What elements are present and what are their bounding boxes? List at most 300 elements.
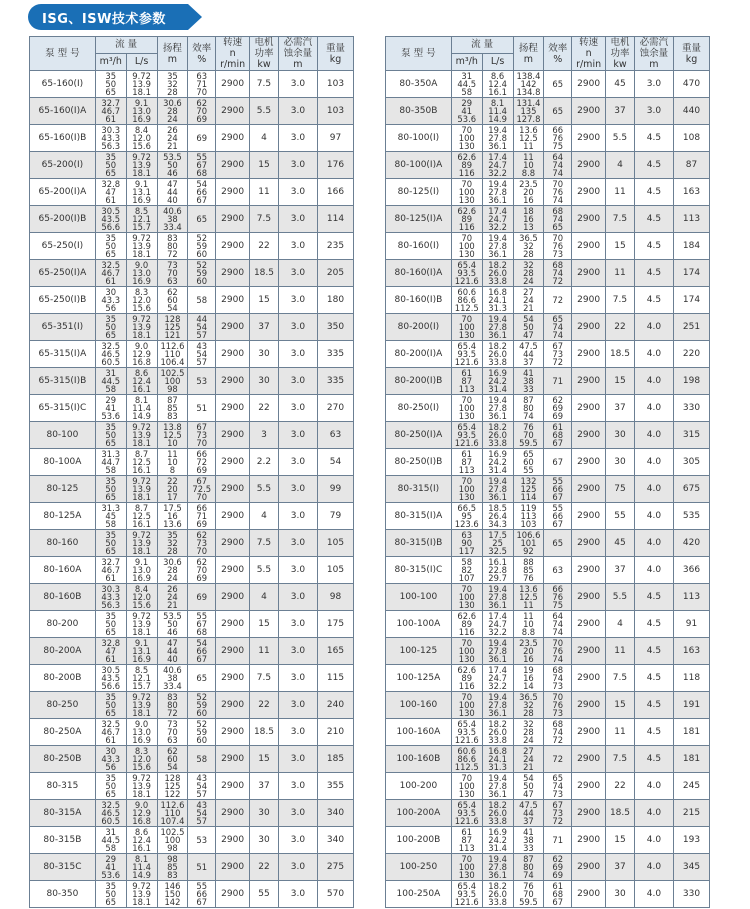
cell-flow-m3h (95, 665, 126, 692)
cell-head-value: 23.5 (519, 637, 538, 648)
cell-head-value: 102.5 (160, 367, 185, 378)
cell-flow-ls (482, 287, 513, 314)
cell-model: 65-250(I)A (30, 260, 96, 287)
cell-flow-ls (126, 692, 157, 719)
cell-head (513, 179, 544, 206)
cell-model: 65-250(I) (30, 233, 96, 260)
cell-flow-ls-value: 9.0 (134, 718, 149, 729)
cell-head-value: 134.8 (516, 87, 541, 98)
cell-flow-ls-value: 29.7 (488, 573, 507, 584)
cell-weight: 115 (317, 665, 353, 692)
cell-flow-m3h-value: 35 (105, 772, 117, 783)
cell-efficiency-value: 67 (196, 475, 208, 486)
cell-flow-ls-value: 15.6 (132, 600, 151, 611)
cell-head-value: 20 (523, 645, 534, 656)
cell-efficiency-value: 62 (552, 853, 564, 864)
cell-efficiency-value: 60 (196, 708, 208, 719)
cell-npsh: 3.0 (278, 260, 317, 287)
cell-head-value: 106.6 (516, 529, 541, 540)
cell-head-value: 13.8 (163, 421, 182, 432)
cell-npsh: 3.0 (278, 503, 317, 530)
cell-flow-m3h-value: 70 (461, 583, 473, 594)
table-row (386, 665, 710, 692)
cell-motor-power: 4 (606, 611, 635, 638)
cell-motor-power: 4 (250, 503, 279, 530)
cell-head-value: 53.5 (163, 151, 182, 162)
cell-flow-m3h-value: 66.5 (457, 502, 477, 513)
cell-motor-power: 4 (250, 125, 279, 152)
cell-head-value: 125 (520, 483, 537, 494)
cell-efficiency (544, 395, 572, 422)
cell-flow-m3h-value: 61 (105, 195, 117, 206)
cell-speed: 2900 (572, 503, 606, 530)
cell-efficiency (188, 827, 216, 854)
cell-npsh: 3.0 (278, 287, 317, 314)
cell-flow-m3h-value: 89 (461, 159, 473, 170)
cell-flow-ls-value: 8.1 (490, 97, 505, 108)
cell-flow-ls-value: 26.0 (488, 807, 507, 818)
cell-speed: 2900 (572, 341, 606, 368)
cell-weight: 97 (317, 125, 353, 152)
header-efficiency: 效率 % (188, 37, 216, 71)
cell-head (157, 800, 188, 827)
cell-weight: 108 (673, 125, 709, 152)
cell-head-value: 47 (523, 789, 534, 800)
cell-flow-ls (482, 152, 513, 179)
cell-flow-m3h-value: 100 (458, 132, 475, 143)
cell-weight: 420 (673, 530, 709, 557)
cell-flow-m3h (95, 233, 126, 260)
cell-head-value: 112.6 (160, 799, 185, 810)
cell-speed: 2900 (572, 557, 606, 584)
table-row (386, 584, 710, 611)
table-row (30, 368, 354, 395)
cell-flow-ls-value: 15.7 (132, 681, 151, 692)
cell-efficiency-value: 57 (196, 357, 208, 368)
cell-model: 100-125 (386, 638, 452, 665)
cell-efficiency (544, 557, 572, 584)
cell-efficiency (188, 287, 216, 314)
cell-head-value: 135 (520, 105, 537, 116)
cell-npsh: 3.0 (278, 584, 317, 611)
cell-head-value: 24 (523, 276, 534, 287)
cell-efficiency-value: 59 (196, 267, 208, 278)
cell-npsh: 4.0 (634, 881, 673, 908)
cell-motor-power: 15 (250, 746, 279, 773)
cell-flow-ls-value: 27.8 (488, 645, 507, 656)
cell-head-value: 23.5 (519, 178, 538, 189)
cell-flow-m3h-value: 43.3 (101, 294, 121, 305)
cell-flow-ls-value: 32.2 (488, 627, 507, 638)
cell-efficiency-value: 70 (552, 637, 564, 648)
cell-weight: 535 (673, 503, 709, 530)
cell-flow-ls (126, 746, 157, 773)
cell-flow-m3h-value: 130 (458, 654, 475, 665)
cell-flow-m3h-value: 46.7 (101, 726, 121, 737)
cell-weight: 113 (673, 206, 709, 233)
cell-flow-ls (482, 368, 513, 395)
cell-flow-m3h (95, 692, 126, 719)
cell-flow-ls-value: 26.4 (488, 510, 507, 521)
cell-head (513, 206, 544, 233)
cell-model: 80-125(I) (386, 179, 452, 206)
cell-model: 65-351(I) (30, 314, 96, 341)
cell-flow-m3h-value: 121.6 (454, 816, 479, 827)
cell-weight: 366 (673, 557, 709, 584)
cell-flow-ls-value: 8.1 (134, 394, 149, 405)
cell-flow-m3h-value: 93.5 (457, 726, 477, 737)
cell-flow-m3h (451, 125, 482, 152)
cell-head-value: 132 (520, 475, 537, 486)
cell-flow-m3h (451, 314, 482, 341)
cell-head (157, 98, 188, 125)
cell-speed: 2900 (216, 854, 250, 881)
cell-head (513, 368, 544, 395)
cell-flow-ls (126, 530, 157, 557)
cell-flow-ls-value: 32.2 (488, 681, 507, 692)
table-row (30, 287, 354, 314)
cell-flow-m3h (95, 881, 126, 908)
cell-flow-ls (126, 854, 157, 881)
cell-head-value: 70 (523, 888, 534, 899)
cell-head-value: 27 (523, 286, 534, 297)
cell-flow-ls-value: 13.9 (132, 888, 151, 899)
cell-flow-ls-value: 36.1 (488, 870, 507, 881)
cell-flow-ls-value: 19.4 (488, 637, 507, 648)
cell-npsh: 3.0 (278, 611, 317, 638)
cell-flow-m3h-value: 90 (461, 537, 473, 548)
cell-flow-m3h-value: 44.5 (457, 78, 477, 89)
cell-npsh: 4.0 (634, 503, 673, 530)
cell-head-value: 17 (167, 492, 178, 503)
cell-efficiency-value: 67 (552, 492, 564, 503)
cell-head-value: 41 (523, 826, 534, 837)
cell-flow-ls-value: 12.4 (132, 834, 151, 845)
cell-flow-ls-value: 12.9 (132, 807, 151, 818)
cell-model: 100-160 (386, 692, 452, 719)
cell-efficiency (544, 260, 572, 287)
cell-efficiency-value: 65 (196, 213, 208, 224)
cell-flow-m3h (95, 827, 126, 854)
cell-flow-ls-value: 36.1 (488, 708, 507, 719)
cell-flow-ls-value: 36.1 (488, 330, 507, 341)
cell-head-value: 8.8 (521, 627, 536, 638)
cell-flow-m3h-value: 35 (105, 232, 117, 243)
cell-weight: 330 (673, 395, 709, 422)
cell-efficiency-value: 67 (196, 421, 208, 432)
cell-efficiency-value: 74 (552, 654, 564, 665)
cell-model: 80-125 (30, 476, 96, 503)
cell-flow-m3h-value: 32.5 (101, 799, 121, 810)
cell-head (513, 314, 544, 341)
cell-flow-m3h (451, 503, 482, 530)
cell-flow-ls-value: 8.6 (134, 826, 149, 837)
cell-flow-ls-value: 16.1 (132, 384, 151, 395)
cell-flow-ls-value: 12.4 (132, 375, 151, 386)
cell-flow-ls (126, 503, 157, 530)
cell-efficiency-value: 74 (552, 213, 564, 224)
cell-npsh: 3.0 (278, 638, 317, 665)
spec-table-right (385, 36, 710, 908)
cell-flow-ls-value: 24.7 (488, 672, 507, 683)
cell-flow-m3h-value: 35 (105, 880, 117, 891)
cell-head-value: 85 (523, 564, 534, 575)
cell-flow-m3h-value: 50 (105, 429, 117, 440)
cell-flow-ls-value: 11.4 (132, 402, 151, 413)
cell-flow-ls-value: 8.3 (134, 286, 149, 297)
cell-motor-power: 11 (606, 179, 635, 206)
header-flow: 流 量 (451, 37, 513, 54)
cell-flow-m3h-value: 65 (105, 708, 117, 719)
cell-speed: 2900 (216, 98, 250, 125)
cell-efficiency-value: 68 (552, 429, 564, 440)
cell-flow-ls-value: 9.72 (132, 475, 151, 486)
cell-head-value: 76 (523, 880, 534, 891)
cell-speed: 2900 (216, 206, 250, 233)
cell-efficiency-value: 73 (552, 681, 564, 692)
cell-flow-m3h-value: 130 (458, 330, 475, 341)
cell-motor-power: 30 (250, 341, 279, 368)
cell-weight: 345 (673, 854, 709, 881)
cell-flow-ls (126, 476, 157, 503)
cell-npsh: 4.5 (634, 638, 673, 665)
cell-efficiency-value: 66 (552, 510, 564, 521)
cell-head (157, 125, 188, 152)
cell-model: 80-315(I)A (386, 503, 452, 530)
cell-flow-m3h-value: 60.6 (457, 745, 477, 756)
cell-flow-ls-value: 9.1 (134, 556, 149, 567)
cell-efficiency-value: 59 (196, 726, 208, 737)
cell-efficiency (544, 773, 572, 800)
cell-flow-ls-value: 9.72 (132, 880, 151, 891)
cell-flow-m3h-value: 46.7 (101, 564, 121, 575)
cell-flow-m3h-value: 29 (105, 853, 117, 864)
cell-flow-ls-value: 36.1 (488, 654, 507, 665)
cell-flow-m3h (95, 638, 126, 665)
cell-flow-ls-value: 9.72 (132, 772, 151, 783)
cell-motor-power: 15 (606, 827, 635, 854)
cell-efficiency-value: 76 (552, 186, 564, 197)
cell-flow-ls-value: 24.7 (488, 159, 507, 170)
table-row (386, 746, 710, 773)
cell-efficiency-value: 51 (196, 402, 208, 413)
table-row (30, 125, 354, 152)
cell-flow-ls (126, 422, 157, 449)
table-row (30, 854, 354, 881)
cell-flow-ls-value: 17.4 (488, 205, 507, 216)
cell-flow-m3h-value: 35 (105, 70, 117, 81)
cell-head-value: 80 (523, 402, 534, 413)
cell-model: 65-315(I)A (30, 341, 96, 368)
cell-npsh: 3.0 (278, 773, 317, 800)
cell-flow-ls-value: 36.1 (488, 249, 507, 260)
cell-flow-ls (126, 206, 157, 233)
table-row (30, 665, 354, 692)
cell-flow-ls (126, 827, 157, 854)
cell-model: 80-100 (30, 422, 96, 449)
cell-efficiency-value: 54 (196, 780, 208, 791)
cell-speed: 2900 (572, 611, 606, 638)
cell-head-value: 11 (523, 141, 534, 152)
cell-flow-m3h-value: 93.5 (457, 807, 477, 818)
cell-head (157, 206, 188, 233)
cell-flow-m3h (451, 422, 482, 449)
cell-flow-m3h (95, 422, 126, 449)
cell-head-value: 128 (164, 772, 181, 783)
table-row (30, 557, 354, 584)
cell-efficiency-value: 74 (552, 330, 564, 341)
cell-efficiency-value: 75 (552, 600, 564, 611)
cell-head-value: 36.5 (519, 232, 538, 243)
cell-head-value: 101 (520, 537, 537, 548)
cell-head-value: 40 (167, 195, 178, 206)
cell-efficiency (544, 719, 572, 746)
cell-flow-m3h-value: 58 (461, 556, 473, 567)
cell-motor-power: 30 (250, 827, 279, 854)
cell-motor-power: 7.5 (606, 206, 635, 233)
cell-head-value: 13.6 (163, 519, 182, 530)
cell-weight: 103 (317, 98, 353, 125)
cell-flow-m3h-value: 56.6 (101, 222, 121, 233)
cell-flow-ls (126, 800, 157, 827)
cell-head-value: 92 (523, 546, 534, 557)
header-npsh: 必需汽 蚀余量 m (278, 37, 317, 71)
cell-flow-m3h-value: 65 (105, 492, 117, 503)
cell-efficiency-value: 69 (552, 402, 564, 413)
cell-flow-ls-value: 18.1 (132, 708, 151, 719)
cell-weight: 174 (673, 287, 709, 314)
cell-head-value: 41 (523, 367, 534, 378)
cell-efficiency-value: 62 (196, 529, 208, 540)
cell-efficiency (544, 746, 572, 773)
cell-flow-ls (126, 260, 157, 287)
cell-motor-power: 22 (250, 395, 279, 422)
cell-npsh: 4.0 (634, 341, 673, 368)
cell-flow-m3h-value: 70 (461, 232, 473, 243)
cell-flow-ls-value: 24.2 (488, 375, 507, 386)
cell-model: 100-100A (386, 611, 452, 638)
cell-flow-m3h (95, 557, 126, 584)
table-row (30, 341, 354, 368)
cell-flow-m3h-value: 58 (105, 843, 117, 854)
cell-flow-m3h-value: 43.5 (101, 213, 121, 224)
cell-model: 80-250(I) (386, 395, 452, 422)
cell-flow-ls-value: 18.1 (132, 546, 151, 557)
cell-motor-power: 22 (250, 692, 279, 719)
cell-flow-m3h (451, 71, 482, 98)
cell-head-value: 24 (167, 591, 178, 602)
cell-model: 100-125A (386, 665, 452, 692)
cell-flow-ls-value: 9.72 (132, 151, 151, 162)
cell-flow-ls-value: 16.9 (132, 735, 151, 746)
cell-motor-power: 30 (606, 449, 635, 476)
cell-flow-ls (482, 260, 513, 287)
cell-flow-ls-value: 8.3 (134, 745, 149, 756)
cell-head-value: 44 (523, 807, 534, 818)
cell-flow-m3h-value: 60.6 (457, 286, 477, 297)
cell-head (157, 449, 188, 476)
cell-flow-ls (126, 665, 157, 692)
cell-head-value: 28 (167, 546, 178, 557)
cell-efficiency (544, 827, 572, 854)
cell-head (157, 746, 188, 773)
cell-speed: 2900 (216, 341, 250, 368)
cell-head-value: 47.5 (519, 340, 538, 351)
cell-efficiency-value: 68 (196, 627, 208, 638)
cell-speed: 2900 (572, 314, 606, 341)
cell-motor-power: 45 (606, 71, 635, 98)
cell-efficiency-value: 63 (552, 564, 564, 575)
cell-efficiency (544, 611, 572, 638)
cell-weight: 193 (673, 827, 709, 854)
cell-head-value: 28 (523, 726, 534, 737)
cell-npsh: 3.0 (278, 422, 317, 449)
cell-speed: 2900 (572, 854, 606, 881)
cell-speed: 2900 (572, 395, 606, 422)
table-row (386, 881, 710, 908)
cell-efficiency-value: 68 (552, 259, 564, 270)
cell-flow-ls-value: 18.1 (132, 330, 151, 341)
cell-flow-ls-value: 19.4 (488, 772, 507, 783)
cell-head (157, 341, 188, 368)
cell-flow-ls-value: 24.1 (488, 753, 507, 764)
cell-weight: 335 (317, 341, 353, 368)
cell-flow-m3h-value: 130 (458, 870, 475, 881)
cell-head (157, 692, 188, 719)
cell-flow-m3h-value: 50 (105, 618, 117, 629)
cell-flow-ls-value: 27.8 (488, 699, 507, 710)
cell-head-value: 114 (520, 492, 537, 503)
cell-weight: 235 (317, 233, 353, 260)
cell-efficiency-value: 44 (196, 313, 208, 324)
cell-weight: 335 (317, 368, 353, 395)
cell-head-value: 103 (520, 519, 537, 530)
cell-flow-m3h-value: 31.3 (101, 448, 121, 459)
cell-head-value: 110 (164, 807, 181, 818)
cell-flow-m3h-value: 130 (458, 600, 475, 611)
cell-efficiency-value: 74 (552, 780, 564, 791)
cell-npsh: 4.0 (634, 476, 673, 503)
cell-flow-m3h-value: 35 (105, 151, 117, 162)
header-weight: 重量 kg (673, 37, 709, 71)
cell-model: 80-350A (386, 71, 452, 98)
cell-flow-m3h-value: 65.4 (457, 259, 477, 270)
cell-efficiency (188, 260, 216, 287)
cell-flow-m3h (95, 314, 126, 341)
table-row (30, 584, 354, 611)
cell-motor-power: 18.5 (250, 260, 279, 287)
cell-head-value: 11 (523, 151, 534, 162)
cell-efficiency-value: 75 (552, 141, 564, 152)
cell-npsh: 3.0 (278, 827, 317, 854)
cell-npsh: 4.5 (634, 665, 673, 692)
table-row (386, 827, 710, 854)
cell-model: 65-160(I)B (30, 125, 96, 152)
cell-efficiency-value: 72 (552, 276, 564, 287)
cell-flow-ls-value: 18.1 (132, 438, 151, 449)
cell-motor-power: 11 (250, 638, 279, 665)
cell-head-value: 80 (167, 240, 178, 251)
cell-speed: 2900 (216, 773, 250, 800)
cell-flow-m3h-value: 32.8 (101, 178, 121, 189)
cell-efficiency-value: 69 (196, 132, 208, 143)
cell-flow-ls (126, 152, 157, 179)
cell-flow-m3h-value: 29 (461, 97, 473, 108)
cell-speed: 2900 (216, 260, 250, 287)
cell-flow-m3h-value: 116 (458, 222, 475, 233)
cell-flow-m3h (95, 854, 126, 881)
cell-head-value: 33 (523, 384, 534, 395)
